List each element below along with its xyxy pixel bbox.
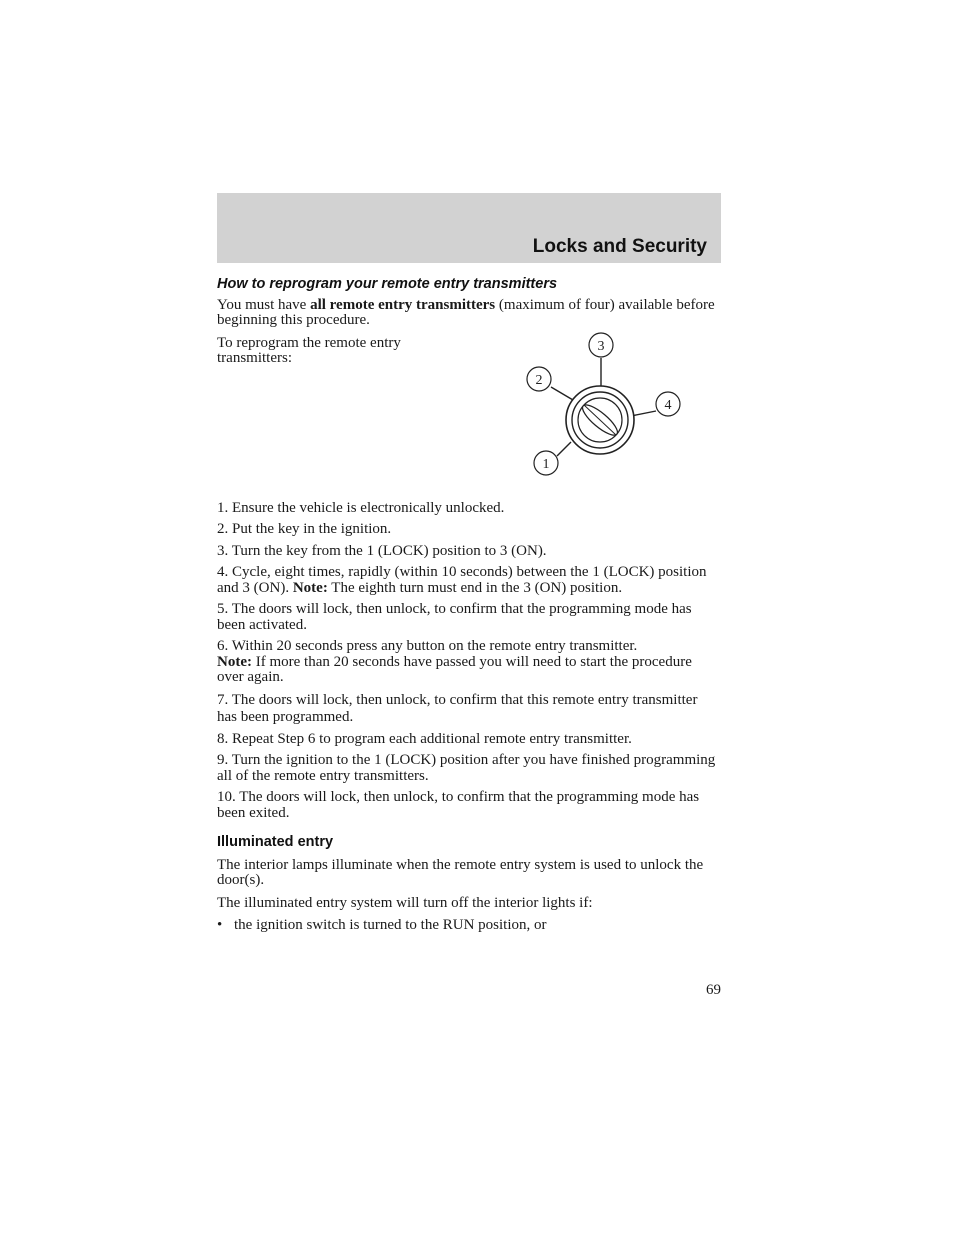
step-3: 3. Turn the key from the 1 (LOCK) position to 3 (ON). bbox=[217, 542, 547, 559]
svg-text:2: 2 bbox=[535, 372, 543, 388]
svg-text:3: 3 bbox=[597, 338, 605, 354]
step-1: 1. Ensure the vehicle is electronically unlocked. bbox=[217, 499, 505, 516]
illuminated-para-1: The interior lamps illuminate when the remote entry system is used to unlock the door(s). bbox=[217, 856, 704, 888]
step-10: 10. The doors will lock, then unlock, to confirm that the programming mode has been exited. bbox=[217, 789, 700, 821]
step-6: 6. Within 20 seconds press any button on the remote entry transmitter. Note: If more than 20 seconds have passed you will need to start the procedure over again. bbox=[217, 638, 692, 685]
section-heading-reprogram: How to reprogram your remote entry transmitters bbox=[217, 276, 558, 292]
list-item: • the ignition switch is turned to the RUN position, or bbox=[217, 917, 547, 933]
page-number: 69 bbox=[706, 982, 721, 998]
position-label-4 bbox=[656, 392, 680, 416]
position-label-3 bbox=[589, 333, 613, 357]
bullet-icon: • bbox=[217, 917, 223, 933]
ignition-positions-diagram bbox=[517, 332, 697, 482]
header-bar bbox=[217, 193, 721, 263]
lead-paragraph: To reprogram the remote entry transmitters: bbox=[217, 334, 401, 366]
step-8: 8. Repeat Step 6 to program each additional remote entry transmitter. bbox=[217, 730, 632, 747]
step-2: 2. Put the key in the ignition. bbox=[217, 521, 392, 537]
position-label-1 bbox=[534, 451, 558, 475]
intro-bold: all remote entry transmitters bbox=[310, 296, 496, 313]
illuminated-para-2: The illuminated entry system will turn off the interior lights if: bbox=[217, 894, 593, 911]
svg-text:4: 4 bbox=[664, 397, 672, 413]
step-5: 5. The doors will lock, then unlock, to confirm that the programming mode has been activated. bbox=[217, 601, 692, 633]
intro-paragraph: You must have all remote entry transmitters (maximum of four) available before beginning this procedure. bbox=[217, 296, 715, 328]
ignition-diagram-block bbox=[217, 336, 721, 501]
page-title: Locks and Security bbox=[532, 236, 707, 257]
steps-list bbox=[217, 501, 721, 822]
main-content bbox=[217, 277, 721, 934]
step-7: 7. The doors will lock, then unlock, to confirm that this remote entry transmitter has been programmed. bbox=[217, 691, 698, 725]
position-label-2 bbox=[527, 367, 551, 391]
section-heading-illuminated-entry: Illuminated entry bbox=[217, 834, 334, 850]
svg-text:1: 1 bbox=[542, 456, 550, 472]
step-4: 4. Cycle, eight times, rapidly (within 10 seconds) between the 1 (LOCK) position and 3 (ON). Note: The eighth turn must end in the 3 (ON) position. bbox=[217, 564, 707, 596]
step-9: 9. Turn the ignition to the 1 (LOCK) position after you have finished programming all of the remote entry transmitters. bbox=[217, 752, 716, 784]
